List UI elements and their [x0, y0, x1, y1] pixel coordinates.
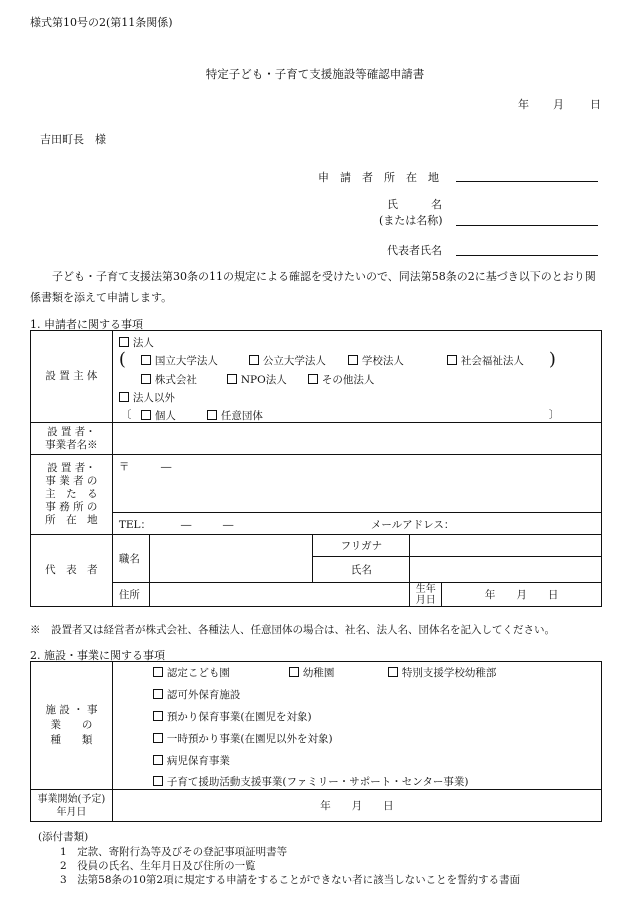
- rep-name-label: 氏名: [313, 557, 410, 583]
- page-title: 特定子ども・子育て支援施設等確認申請書: [205, 67, 425, 81]
- furigana-label: フリガナ: [313, 535, 410, 557]
- owner-name-label: 設 置 者・ 事業者名※: [31, 423, 113, 455]
- checkbox-sick-child-care[interactable]: 病児保育事業: [153, 753, 230, 768]
- business-start-date-field[interactable]: 年 月 日: [112, 790, 601, 822]
- tel-label: TEL：: [118, 519, 152, 531]
- checkbox-kabushiki[interactable]: 株式会社: [141, 372, 197, 387]
- checkbox-kindergarten[interactable]: 幼稚園: [289, 665, 335, 680]
- job-title-field[interactable]: [149, 535, 313, 583]
- attachment-item: 3 法第58条の10第2項に規定する申請をすることができない者に該当しないことを誓約する書面: [60, 874, 521, 886]
- applicant-name-line[interactable]: [456, 225, 598, 226]
- date-month: 月: [553, 98, 564, 111]
- rep-name-field[interactable]: [410, 557, 602, 583]
- contact-row: [112, 513, 601, 535]
- applicant-name-alt-label: (または名称): [379, 214, 443, 227]
- checkbox-temporary-care[interactable]: 一時預かり事業(在園児以外を対象): [153, 731, 333, 746]
- applicant-location-line[interactable]: [456, 181, 598, 182]
- right-paren: ): [548, 349, 556, 370]
- checkbox-social-welfare[interactable]: 社会福祉法人: [447, 353, 524, 368]
- email-label: メールアドレス：: [370, 519, 455, 531]
- section1-heading: 1. 申請者に関する事項: [30, 318, 143, 331]
- checkbox-individual[interactable]: 個人: [141, 408, 176, 423]
- addressee: 吉田町長 様: [40, 133, 106, 146]
- checkbox-npo[interactable]: NPO法人: [227, 372, 287, 387]
- note: ※ 設置者又は経営者が株式会社、各種法人、任意団体の場合は、社名、法人名、団体名を記入してください。: [30, 624, 555, 636]
- applicant-location-label: 申 請 者 所 在 地: [318, 171, 439, 184]
- attachment-item: 2 役員の氏名、生年月日及び住所の一覧: [60, 860, 256, 872]
- owner-name-field[interactable]: [112, 423, 601, 455]
- section2-heading: 2. 施設・事業に関する事項: [30, 649, 165, 662]
- setup-entity-cell: [112, 331, 601, 423]
- attachment-item: 1 定款、寄附行為等及びその登記事項証明書等: [60, 846, 288, 858]
- tel-field[interactable]: ― ―: [180, 519, 234, 531]
- address-field[interactable]: [149, 583, 409, 607]
- checkbox-extended-care[interactable]: 預かり保育事業(在園児を対象): [153, 709, 312, 724]
- checkbox-special-support[interactable]: 特別支援学校幼稚部: [388, 665, 497, 680]
- office-location-label: 設 置 者・ 事 業 者 の 主 た る 事 務 所 の 所 在 地: [31, 455, 113, 535]
- checkbox-voluntary[interactable]: 任意団体: [207, 408, 263, 423]
- checkbox-other-corp[interactable]: その他法人: [308, 372, 375, 387]
- left-bracket: 〔: [120, 409, 132, 421]
- address-label: 住所: [112, 583, 149, 607]
- checkbox-kodomoen[interactable]: 認定こども園: [153, 665, 230, 680]
- facility-type-label: 施 設 ・ 事 業 の 種 類: [31, 662, 113, 790]
- job-title-label: 職名: [112, 535, 149, 583]
- birth-label: 生年 月日: [410, 583, 442, 607]
- furigana-field[interactable]: [410, 535, 602, 557]
- left-paren: (: [118, 349, 126, 370]
- postal-code-field[interactable]: 〒 ―: [112, 455, 601, 513]
- checkbox-unlicensed-nursery[interactable]: 認可外保育施設: [153, 687, 241, 702]
- representative-name-label: 代表者氏名: [387, 244, 442, 257]
- checkbox-public-univ[interactable]: 公立大学法人: [249, 353, 326, 368]
- corp-checkbox[interactable]: 法人: [119, 335, 154, 350]
- non-corp-checkbox[interactable]: 法人以外: [119, 390, 175, 405]
- facility-table: [30, 661, 602, 822]
- date-day: 日: [590, 98, 601, 111]
- date-year: 年: [518, 98, 529, 111]
- facility-type-cell: [112, 662, 601, 790]
- representative-label: 代 表 者: [31, 535, 113, 607]
- birth-date-field[interactable]: 年 月 日: [442, 583, 602, 607]
- attachments-heading: (添付書類): [38, 831, 89, 843]
- applicant-table: [30, 330, 602, 607]
- checkbox-school-corp[interactable]: 学校法人: [348, 353, 404, 368]
- business-start-label: 事業開始(予定) 年月日: [31, 790, 113, 822]
- checkbox-family-support[interactable]: 子育て援助活動支援事業(ファミリー・サポート・センター事業): [153, 774, 469, 789]
- setup-entity-label: 設 置 主 体: [31, 331, 113, 423]
- applicant-name-label: 氏 名: [387, 198, 442, 211]
- checkbox-national-univ[interactable]: 国立大学法人: [141, 353, 218, 368]
- intro-paragraph: 子ども・子育て支援法第30条の11の規定による確認を受けたいので、同法第58条の2に基づき以下のとおり関係書類を添えて申請します。: [30, 270, 596, 304]
- right-bracket: 〕: [548, 409, 560, 421]
- representative-name-line[interactable]: [456, 255, 598, 256]
- form-number: 様式第10号の2(第11条関係): [30, 16, 173, 29]
